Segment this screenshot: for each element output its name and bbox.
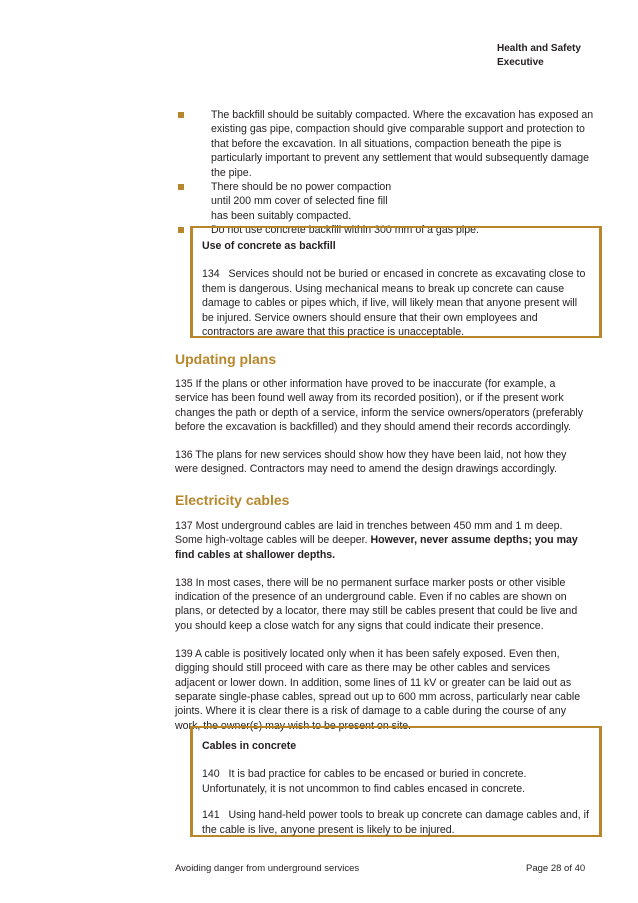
section-heading-updating-plans: Updating plans xyxy=(175,351,277,367)
backfill-bullet-list xyxy=(178,108,598,238)
paragraph-138: 138 In most cases, there will be no permanent surface marker posts or other visible indication of the presence of an underground cable. Even if no cables are shown on plans, or detected by a locator, there may still be cables present that could be live and you should keep a close watch for any signs that could indicate their presence. xyxy=(175,576,578,632)
bullet-text: The backfill should be suitably compacted. Where the excavation has exposed an existing gas pipe, compaction should give comparable support and protection to that before the excavation. In all situations, compaction beneath the pipe is particularly important to prevent any settlement that would subsequently damage the pipe. xyxy=(211,109,594,179)
paragraph-137-warning: However, never assume depths; you may find cables at shallower depths. xyxy=(175,534,578,561)
section-heading-electricity-cables: Electricity cables xyxy=(175,492,290,508)
header-line-1: Health and Safety xyxy=(497,43,581,54)
square-bullet-icon xyxy=(178,227,184,233)
square-bullet-icon xyxy=(178,184,184,190)
paragraph-136: 136 The plans for new services should show how they have been laid, not how they were designed. Contractors may need to amend the design drawings accordingly. xyxy=(175,449,567,476)
footer-page-number: Page 28 of 40 xyxy=(526,863,586,874)
updating-plans-body xyxy=(175,377,590,477)
paragraph-139: 139 A cable is positively located only when it has been safely exposed. Even then, digging should still proceed with care as there may be other cables and services adjacent or lower down. In addition, some lines of 11 kV or greater can be laid out as separate single-phase cables, spread out up to 600 mm across, particularly near cable joints. Where it is clear there is a risk of damage to a cable during the course of any work, the owner(s) may wish to be present on site. xyxy=(175,648,581,732)
bullet-text: There should be no power compaction until 200 mm cover of selected fine fill has been suitably compacted. xyxy=(211,181,392,222)
callout-title: Use of concrete as backfill xyxy=(202,240,336,252)
electricity-cables-body xyxy=(175,519,590,733)
cables-in-concrete-callout xyxy=(190,726,602,837)
paragraph-135: 135 If the plans or other information have proved to be inaccurate (for example, a service has been found well away from its recorded position), or if the present work changes the path or depth of a service, inform the service owners/operators (preferably before the excavation is backfilled) and they should amend their records accordingly. xyxy=(175,378,584,433)
callout-paragraph-141: 141 Using hand-held power tools to break up concrete can damage cables and, if the cable is live, anyone present is likely to be injured. xyxy=(202,809,589,836)
header-line-2: Executive xyxy=(497,57,544,68)
concrete-backfill-callout xyxy=(190,226,602,338)
callout-paragraph-140: 140 It is bad practice for cables to be encased or buried in concrete. Unfortunately, it is not uncommon to find cables encased in concrete. xyxy=(202,768,527,795)
square-bullet-icon xyxy=(178,112,184,118)
bullet-item xyxy=(178,180,598,223)
bullet-item xyxy=(178,108,598,180)
footer-document-title: Avoiding danger from underground services xyxy=(175,863,360,874)
callout-paragraph-134: 134 Services should not be buried or encased in concrete as excavating close to them is dangerous. Using mechanical means to break up concrete can cause damage to cables or pipes which, if live, will likely mean that anyone present will be injured. Service owners should ensure that their own employees and contractors are aware that this practice is unacceptable. xyxy=(202,268,586,339)
callout-title: Cables in concrete xyxy=(202,740,297,752)
paragraph-137-text: 137 Most underground cables are laid in trenches between 450 mm and 1 m deep. Some high-voltage cables will be deeper. xyxy=(175,520,563,547)
paragraph-137 xyxy=(175,519,590,562)
publisher-header xyxy=(497,42,581,70)
bullet-text: Do not use concrete backfill within 300 mm of a gas pipe. xyxy=(211,224,479,237)
